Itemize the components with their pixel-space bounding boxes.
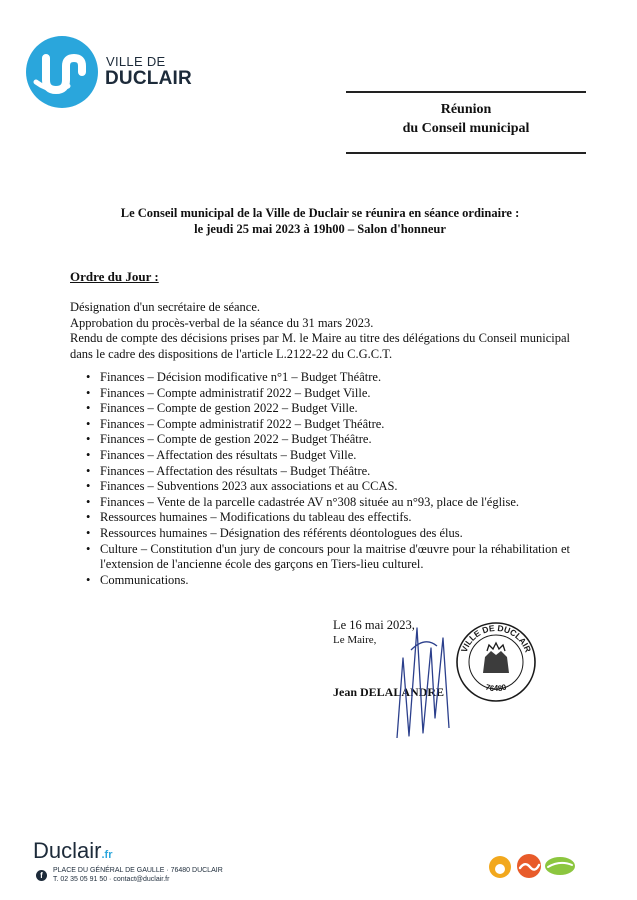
footer-brand-suffix: .fr (101, 849, 113, 861)
agenda-item-text: Finances – Compte de gestion 2022 – Budget Ville. (100, 401, 358, 416)
bullet-icon: • (86, 541, 91, 556)
agenda-item-text: Finances – Affectation des résultats – Budget Ville. (100, 447, 357, 462)
footer-phone-email: T. 02 35 05 91 50 · contact@duclair.fr (53, 876, 170, 883)
preamble-item: Désignation d'un secrétaire de séance. (70, 300, 261, 314)
footer-address-line: PLACE DU GÉNÉRAL DE GAULLE · 76480 DUCLAIR (53, 867, 223, 874)
stamp-bottom-text: 76480 (484, 682, 508, 694)
agenda-item (70, 464, 570, 480)
agenda-item (70, 510, 570, 526)
agenda-item-text: Finances – Compte administratif 2022 – Budget Ville. (100, 385, 371, 400)
agenda-item (70, 386, 570, 402)
leaf-icon (545, 857, 575, 875)
agenda-item-text: Finances – Décision modificative n°1 – Budget Théâtre. (100, 370, 382, 384)
agenda-item-text: Finances – Affectation des résultats – Budget Théâtre. (100, 463, 371, 478)
agenda-item (70, 401, 570, 417)
footer-brand-name: Duclair (33, 838, 102, 863)
bullet-icon: • (86, 447, 91, 462)
agenda-preamble (70, 300, 570, 362)
agenda-item (70, 526, 570, 542)
wave-icon (517, 854, 541, 878)
agenda-item-text: Finances – Vente de la parcelle cadastrée AV n°308 située au n°93, place de l'église. (100, 494, 520, 509)
preamble-item: Rendu de compte des décisions prises par M. le Maire au titre des délégations du Conseil municipal dans le cadre des dispositions de l'article L.2122-22 du C.G.C.T. (70, 331, 570, 361)
logo-emblem (26, 36, 98, 108)
agenda-item-text: Culture – Constitution d'un jury de concours pour la maitrise d'œuvre pour la réhabilitation et l'extension de l'ancienne école des garçons en Tiers-lieu culturel. (100, 541, 570, 572)
footer-pictograms (486, 848, 586, 882)
bullet-icon: • (86, 370, 91, 384)
title-bottom-rule (346, 152, 586, 154)
logo-wave-icon (26, 36, 98, 108)
document-title (346, 100, 586, 138)
signature-date: Le 16 mai 2023, (333, 618, 415, 632)
agenda-item (70, 542, 570, 573)
agenda-item-text: Ressources humaines – Désignation des référents déontologues des élus. (100, 525, 463, 540)
bullet-icon: • (86, 401, 91, 416)
svg-text:VILLE DE DUCLAIR (459, 623, 533, 654)
title-line2: du Conseil municipal (402, 121, 530, 136)
agenda-item (70, 448, 570, 464)
agenda-heading: Ordre du Jour : (70, 269, 159, 284)
bullet-icon: • (86, 510, 91, 525)
convocation-line1: Le Conseil municipal de la Ville de Duclair se réunira en séance ordinaire : (120, 206, 520, 220)
agenda-item (70, 432, 570, 448)
drop-icon (489, 856, 511, 878)
logo-text-line1: VILLE DE (106, 54, 166, 69)
city-stamp-icon (455, 621, 537, 703)
convocation-notice (60, 205, 580, 237)
preamble-item: Approbation du procès-verbal de la séance du 31 mars 2023. (70, 315, 374, 330)
bullet-icon: • (86, 463, 91, 478)
agenda-item-text: Finances – Subventions 2023 aux associations et au CCAS. (100, 479, 398, 494)
agenda-item-text: Ressources humaines – Modifications du tableau des effectifs. (100, 510, 412, 525)
bullet-icon: • (86, 385, 91, 400)
footer-contact (36, 866, 223, 884)
bullet-icon: • (86, 572, 91, 587)
agenda-list (70, 370, 570, 588)
agenda-item-text: Finances – Compte de gestion 2022 – Budget Théâtre. (100, 432, 372, 447)
bullet-icon: • (86, 416, 91, 431)
title-top-rule (346, 91, 586, 93)
signature-role: Le Maire, (333, 634, 377, 646)
signature-block (333, 618, 593, 748)
bullet-icon: • (86, 494, 91, 509)
agenda-item (70, 417, 570, 433)
facebook-icon[interactable]: f (36, 870, 47, 881)
stamp-top-text: VILLE DE DUCLAIR (458, 622, 534, 654)
agenda-item (70, 479, 570, 495)
footer-brand (33, 838, 112, 864)
agenda-item (70, 370, 570, 386)
svg-text:76480 (484, 682, 508, 693)
agenda-item (70, 573, 570, 589)
convocation-line2: le jeudi 25 mai 2023 à 19h00 – Salon d'honneur (194, 222, 446, 236)
bullet-icon: • (86, 432, 91, 447)
bullet-icon: • (86, 525, 91, 540)
title-line1: Réunion (440, 102, 492, 117)
agenda-item-text: Communications. (100, 572, 189, 587)
bullet-icon: • (86, 479, 91, 494)
agenda-item (70, 495, 570, 511)
agenda-item-text: Finances – Compte administratif 2022 – Budget Théâtre. (100, 416, 385, 431)
city-logo (26, 36, 222, 110)
logo-text-line2: DUCLAIR (105, 68, 192, 89)
signature-name: Jean DELALANDRE (333, 685, 445, 699)
